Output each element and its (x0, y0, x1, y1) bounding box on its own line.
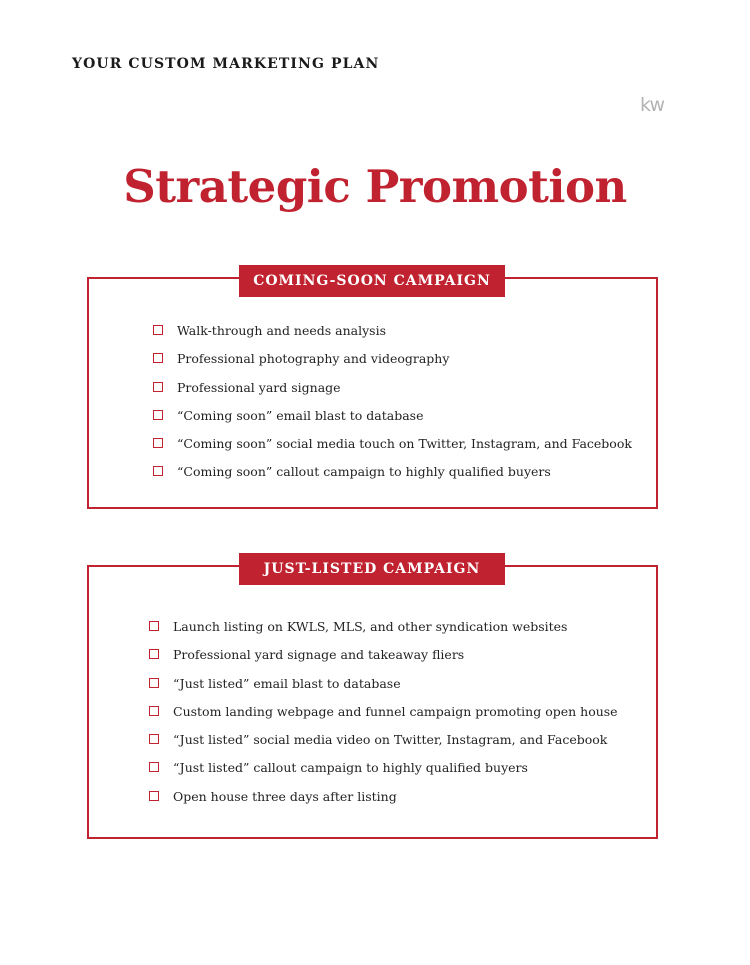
checklist-item-text: Custom landing webpage and funnel campaign promoting open house (173, 703, 618, 719)
checklist-item-text: “Coming soon” callout campaign to highly qualified buyers (177, 464, 551, 480)
checkbox-icon[interactable] (149, 621, 159, 631)
checkbox-icon[interactable] (153, 353, 163, 363)
section-label: COMING-SOON CAMPAIGN (239, 265, 505, 297)
checkbox-icon[interactable] (149, 649, 159, 659)
checklist-item-text: “Just listed” email blast to database (173, 675, 401, 691)
checkbox-icon[interactable] (149, 706, 159, 716)
checkbox-icon[interactable] (149, 678, 159, 688)
checklist-item-text: “Just listed” social media video on Twitter, Instagram, and Facebook (173, 732, 608, 748)
just-listed-campaign-section (87, 561, 658, 839)
checklist-item-text: Walk-through and needs analysis (177, 323, 386, 338)
checkbox-icon[interactable] (153, 466, 163, 476)
checklist-item-text: Professional yard signage and takeaway fliers (173, 647, 465, 663)
kw-logo: kw (640, 94, 664, 116)
checkbox-icon[interactable] (153, 382, 163, 392)
header-title: YOUR CUSTOM MARKETING PLAN (72, 56, 380, 72)
checklist-item-text: “Coming soon” email blast to database (177, 407, 424, 423)
checklist-item-text: Open house three days after listing (173, 788, 397, 804)
checkbox-icon[interactable] (149, 734, 159, 744)
checkbox-icon[interactable] (149, 762, 159, 772)
checklist-item-text: “Just listed” callout campaign to highly qualified buyers (173, 760, 528, 776)
checkbox-icon[interactable] (149, 791, 159, 801)
checklist-item-text: Professional photography and videography (177, 351, 450, 367)
checkbox-icon[interactable] (153, 325, 163, 335)
coming-soon-campaign-section (87, 273, 658, 509)
checklist-item-text: Launch listing on KWLS, MLS, and other syndication websites (173, 619, 568, 634)
checklist-item-text: Professional yard signage (177, 379, 341, 395)
checklist-item-text: “Coming soon” social media touch on Twitter, Instagram, and Facebook (177, 436, 632, 452)
section-label: JUST-LISTED CAMPAIGN (239, 553, 505, 585)
page-title: Strategic Promotion (123, 160, 627, 213)
checkbox-icon[interactable] (153, 438, 163, 448)
checkbox-icon[interactable] (153, 410, 163, 420)
